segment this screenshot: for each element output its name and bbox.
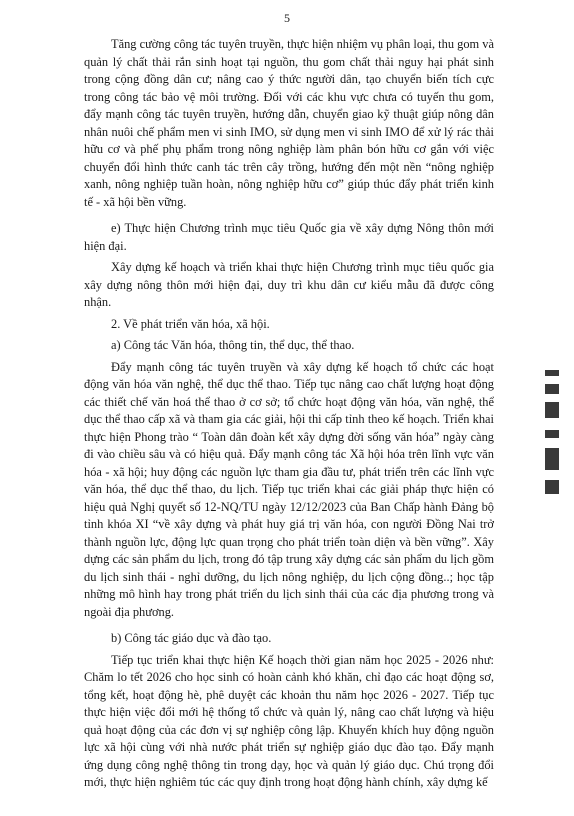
margin-stamp-mark [545, 370, 559, 495]
paragraph-education: Tiếp tục triển khai thực hiện Kế hoạch thời gian năm học 2025 - 2026 như: Chăm lo tết 2026 cho học sinh có hoàn cảnh khó khăn, chỉ đạo các hoạt động sơ, tổng kết, hoạt động hè, phê duyệt các khoản thu năm học 2026 - 2027. Tiếp tục thực hiện việc đổi mới hệ thống tổ chức và quản lý, nâng cao chất lượng và hiệu quả hoạt động của các đơn vị sự nghiệp công lập. Khuyến khích huy động nguồn lực xã hội cùng với nhà nước phát triển sự nghiệp giáo dục đào tạo. Đẩy mạnh ứng dụng công nghệ thông tin trong dạy, học và quản lý giáo dục. Chú trọng đổi mới, thực hiện nghiêm túc các quy định trong hoạt động hành chính, xây dựng kế [84, 652, 494, 789]
heading-new-rural-program: e) Thực hiện Chương trình mục tiêu Quốc gia về xây dựng Nông thôn mới hiện đại. [84, 221, 494, 253]
paragraph-waste-management: Tăng cường công tác tuyên truyền, thực hiện nhiệm vụ phân loại, thu gom và quản lý chất thải rắn sinh hoạt tại nguồn, thu gom chất thải nguy hại phát sinh trong cộng đồng dân cư; nâng cao ý thức người dân, tạo chuyển biến tích cực trong công tác bảo vệ môi trường. Đối với các khu vực chưa có tuyến thu gom, đẩy mạnh công tác tuyên truyền, hướng dẫn, chuyển giao kỹ thuật giúp nông dân nhân nuôi chế phẩm men vi sinh IMO, sử dụng men vi sinh IMO để xử lý rác thải hữu cơ và phế phụ phẩm trong nông nghiệp làm phân bón hữu cơ gắn với việc chuyển đổi hình thức canh tác trên cây trồng, hướng đến một nền “nông nghiệp xanh, nông nghiệp tuần hoàn, nông nghiệp hữu cơ” giúp thúc đẩy phát triển kinh tế - xã hội bền vững. [84, 37, 494, 209]
page-number: 5 [284, 11, 290, 25]
document-body [84, 36, 494, 792]
heading-culture-sports: a) Công tác Văn hóa, thông tin, thể dục, thể thao. [111, 338, 355, 352]
paragraph-culture-sports: Đẩy mạnh công tác tuyên truyền và xây dựng kế hoạch tổ chức các hoạt động văn hóa văn nghệ, thể dục thể thao. Tiếp tục nâng cao chất lượng hoạt động các thiết chế văn hoá thể thao ở cơ sở; tổ chức hoạt động văn hóa, văn nghệ, thể dục thể thao cấp xã và tham gia các giải, hội thi cấp tỉnh theo kế hoạch. Triển khai thực hiện Phong trào “ Toàn dân đoàn kết xây dựng đời sống văn hóa” ngày càng đi vào chiều sâu và có hiệu quả. Đẩy mạnh công tác Xã hội hóa trên lĩnh vực văn hóa - xã hội; huy động các nguồn lực tham gia đầu tư, phát triển trên các lĩnh vực văn hóa, thể dục thể thao, du lịch. Tiếp tục triển khai các giải pháp thực hiện có hiệu quả Nghị quyết số 12-NQ/TU ngày 12/12/2023 của Ban Chấp hành Đảng bộ tỉnh khóa XI “về xây dựng và phát huy giá trị văn hóa, con người Đồng Nai trở thành nguồn lực, động lực quan trọng cho phát triển toàn diện và bền vững”. Xây dựng các sản phẩm du lịch, trong đó tập trung xây dựng các sản phẩm du lịch gồm du lịch sinh thái - nghỉ dưỡng, du lịch nông nghiệp, du lịch cộng đồng..; học tập những mô hình hay trong phát triển du lịch sinh thái của các địa phương trong và ngoài địa phương. [84, 359, 494, 619]
heading-education: b) Công tác giáo dục và đào tạo. [111, 631, 272, 645]
paragraph-new-rural-program: Xây dựng kế hoạch và triển khai thực hiện Chương trình mục tiêu quốc gia xây dựng nông thôn mới hiện đại, duy trì khu dân cư kiểu mẫu đã được công nhận. [84, 260, 494, 309]
heading-culture-society: 2. Về phát triển văn hóa, xã hội. [111, 316, 270, 331]
